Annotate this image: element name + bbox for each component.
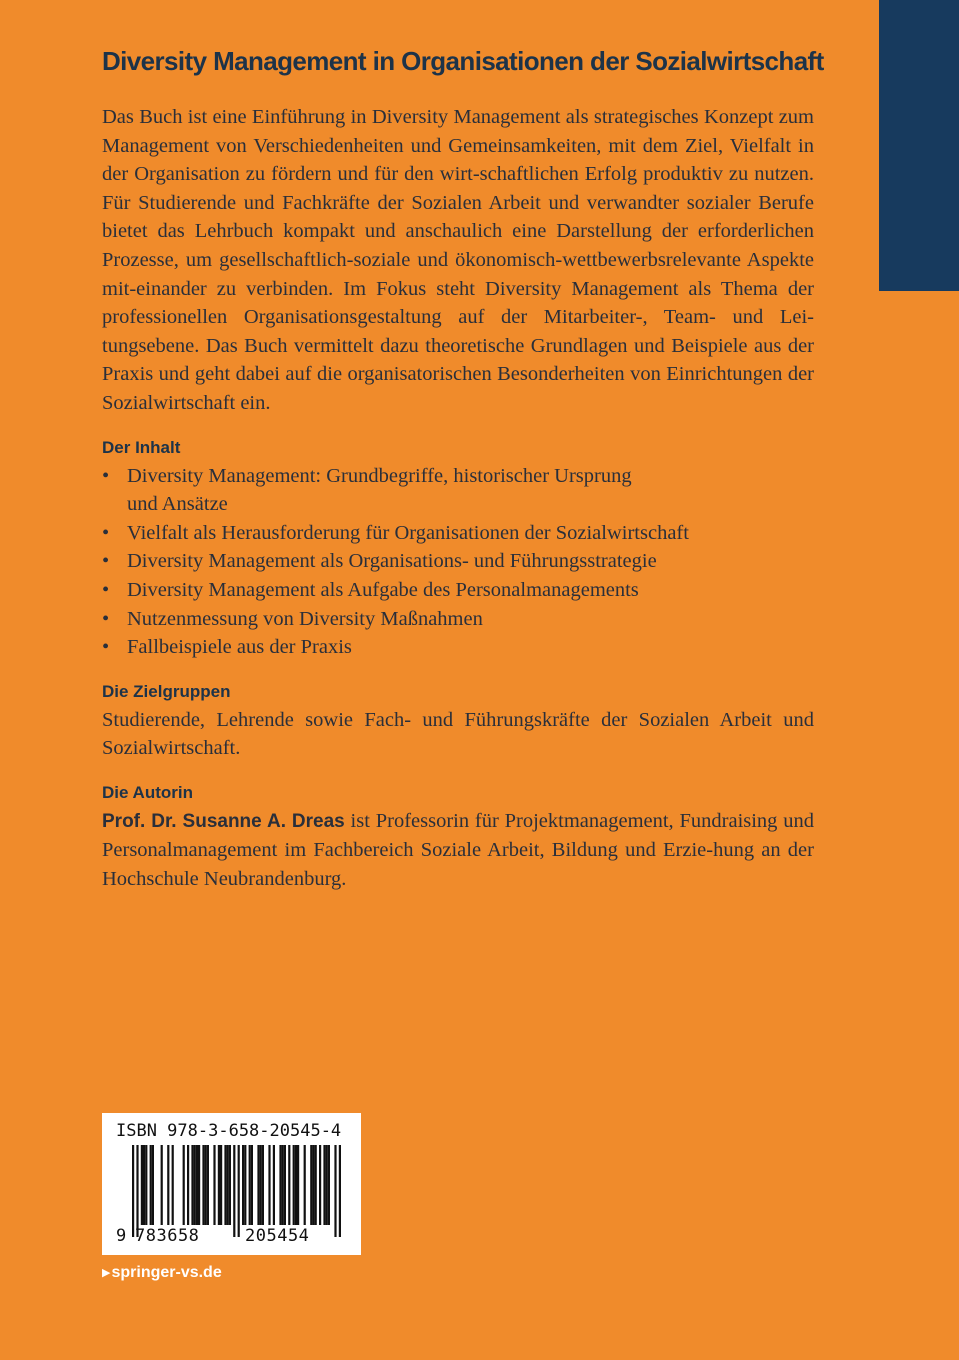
barcode-bar — [251, 1145, 253, 1225]
barcode-bar — [238, 1145, 240, 1237]
barcode-bar — [220, 1145, 222, 1225]
audience-text: Studierende, Lehrende sowie Fach- und Führungskräfte der Sozialen Arbeit und Sozialwirtschaft. — [102, 708, 815, 760]
barcode-bar — [249, 1145, 251, 1225]
spine-color-band — [879, 0, 959, 291]
book-description: Das Buch ist eine Einführung in Diversity Management als strategisches Konzept zum Management von Verschiedenheiten und Gemeinsamkeiten, mit dem Ziel, Vielfalt in der Organisation zu fördern und für den wirt-schaftlichen Erfolg produktiv zu nutzen. Für Studierende und Fachkräfte der Sozialen Arbeit und verwandter sozialer Berufe bietet das Lehrbuch kompakt und anschaulich eine Darstellung der erforderlichen Prozesse, um gesellschaftlich-soziale und ökonomisch-wettbewerbsrelevante Aspekte mit-einander zu verbinden. Im Fokus steht Diversity Management als Thema der professionellen Organisationsgestaltung auf der Mitarbeiter-, Team- und Lei-tungsebene. Das Buch vermittelt dazu theoretische Grundlagen und Beispiele aus der Praxis und geht dabei auf die organisatorischen Besonderheiten von Einrichtungen der Sozialwirtschaft ein. — [102, 106, 815, 414]
author-name: Prof. Dr. Susanne A. Dreas — [102, 810, 345, 832]
back-cover-content — [102, 46, 824, 894]
barcode-bar — [323, 1145, 325, 1225]
barcode-bar — [205, 1145, 207, 1225]
barcode-bar — [191, 1145, 193, 1225]
barcode-bar — [141, 1145, 143, 1225]
author-text: Prof. Dr. Susanne A. Dreas ist Professorin für Projektmanagement, Fundraising und Personalmanagement im Fachbereich Soziale Arbeit, Bildung und Erzie-hung an der Hochschule Neubrandenburg. — [102, 809, 814, 891]
barcode-bar — [150, 1145, 152, 1225]
play-arrow-icon: ▶ — [102, 1267, 111, 1279]
list-item: • Vielfalt als Herausforderung für Organisationen der Sozialwirtschaft — [102, 521, 689, 544]
barcode-bar — [279, 1145, 281, 1225]
barcode-bar — [207, 1145, 209, 1225]
barcode-bar — [218, 1145, 220, 1225]
barcode-bar — [132, 1145, 134, 1237]
barcode-bar — [304, 1145, 306, 1225]
barcode-bar — [202, 1145, 204, 1225]
ean-right-digits: 205454 — [245, 1226, 310, 1246]
contents-heading: Der Inhalt — [102, 437, 181, 457]
ean-first-digit: 9 — [116, 1226, 127, 1246]
barcode-bar — [242, 1145, 244, 1225]
barcode-bar — [167, 1145, 169, 1225]
barcode-bar — [334, 1145, 336, 1237]
barcode-bar — [319, 1145, 321, 1225]
barcode-bar — [244, 1145, 246, 1225]
list-item: • Nutzenmessung von Diversity Maßnahmen — [102, 607, 483, 630]
barcode-bar — [288, 1145, 290, 1225]
barcode-bar — [328, 1145, 330, 1225]
barcode-bar — [183, 1145, 185, 1225]
isbn-barcode — [102, 1113, 361, 1255]
barcode-bar — [312, 1145, 314, 1225]
barcode-bar — [198, 1145, 200, 1225]
barcode-bar — [227, 1145, 229, 1225]
list-item: • Fallbeispiele aus der Praxis — [102, 636, 352, 659]
barcode-bar — [284, 1145, 286, 1225]
barcode-bar — [293, 1145, 295, 1225]
barcode-bar — [339, 1145, 341, 1237]
barcode-bar — [233, 1145, 235, 1237]
audience-heading: Die Zielgruppen — [102, 681, 231, 701]
barcode-bar — [260, 1145, 262, 1225]
contents-list — [102, 462, 814, 662]
barcode-bar — [326, 1145, 328, 1225]
book-title: Diversity Management in Organisationen der Sozialwirtschaft — [102, 46, 824, 76]
list-item: • Diversity Management als Aufgabe des Personalmanagements — [102, 578, 639, 601]
isbn-label: ISBN 978-3-658-20545-4 — [116, 1121, 342, 1141]
barcode-bar — [213, 1145, 215, 1225]
author-heading: Die Autorin — [102, 782, 193, 802]
barcode-bar — [297, 1145, 299, 1225]
barcode-bar — [145, 1145, 147, 1225]
barcode-bar — [310, 1145, 312, 1225]
barcode-bar — [315, 1145, 317, 1225]
barcode-bar — [194, 1145, 196, 1225]
barcode-bar — [187, 1145, 189, 1225]
barcode-bar — [196, 1145, 198, 1225]
barcode-bar — [295, 1145, 297, 1225]
list-item: • Diversity Management: Grundbegriffe, historischer Ursprung und Ansätze — [102, 464, 632, 516]
publisher-link[interactable]: ▶springer-vs.de — [102, 1264, 222, 1281]
barcode-bar — [136, 1145, 138, 1237]
barcode-bar — [268, 1145, 270, 1225]
barcode-bar — [224, 1145, 226, 1225]
ean-left-digits: 783658 — [135, 1226, 200, 1246]
barcode-bar — [282, 1145, 284, 1225]
barcode-bar — [143, 1145, 145, 1225]
list-item: • Diversity Management als Organisations- und Führungsstrategie — [102, 550, 657, 573]
barcode-bar — [161, 1145, 163, 1225]
barcode-bar — [273, 1145, 275, 1225]
barcode-bar — [172, 1145, 174, 1225]
barcode-bar — [229, 1145, 231, 1225]
barcode-bar — [152, 1145, 154, 1225]
barcode-bar — [262, 1145, 264, 1225]
barcode-bar — [257, 1145, 259, 1225]
